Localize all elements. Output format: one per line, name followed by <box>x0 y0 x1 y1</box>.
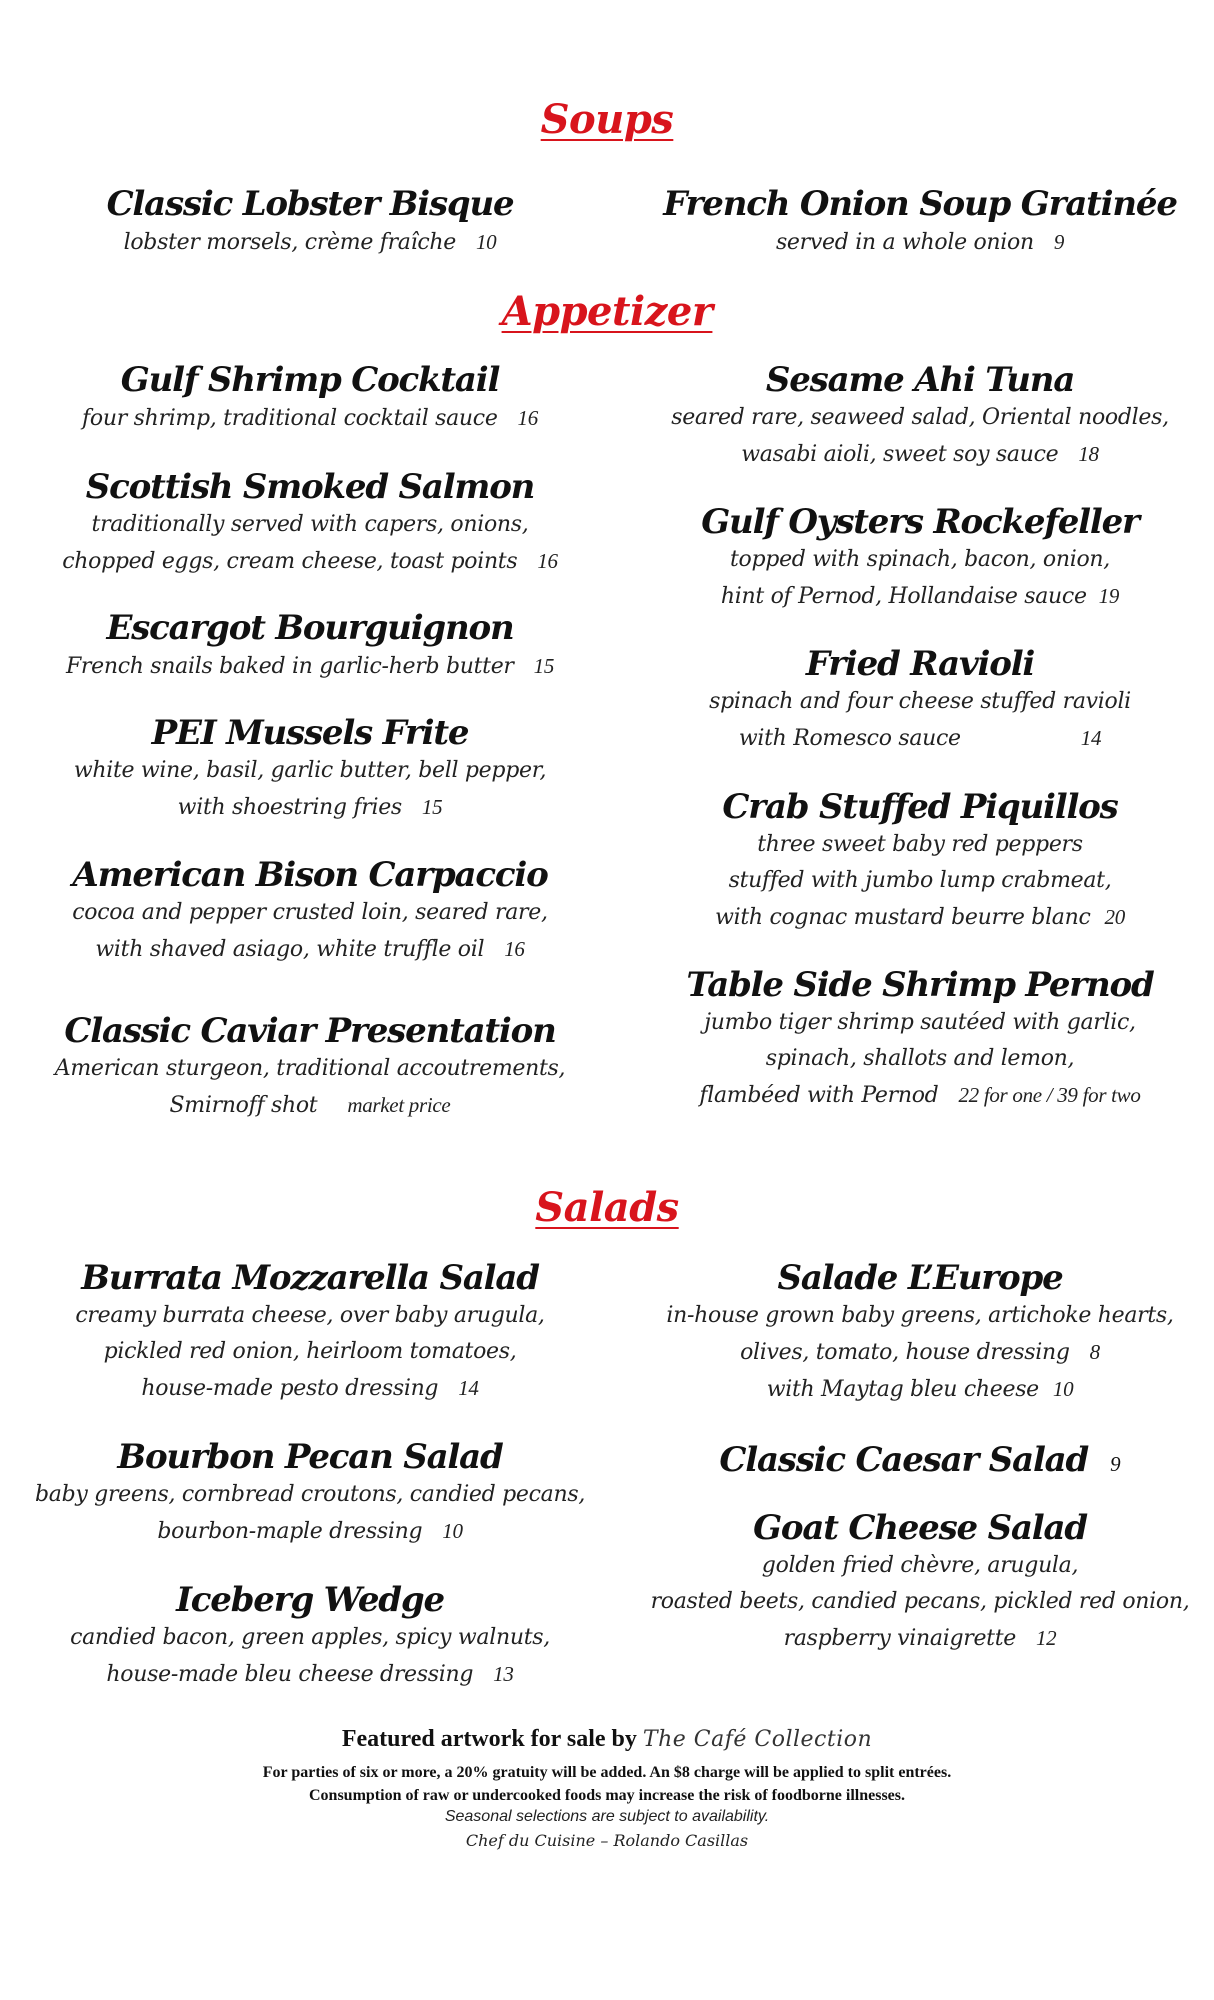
item-price: 16 <box>517 406 538 430</box>
item-price: 20 <box>1104 905 1125 929</box>
item-description <box>640 224 1200 261</box>
item-description <box>30 1051 590 1124</box>
item-price: 15 <box>421 795 443 819</box>
item-name: Iceberg Wedge <box>176 1580 444 1620</box>
desc-line: traditionally served with capers, onions, <box>91 512 529 537</box>
seasonal-note: Seasonal selections are subject to availability. <box>444 1808 770 1825</box>
desc-line: four shrimp, traditional cocktail sauce <box>82 406 498 431</box>
menu-item-bison-carpaccio <box>30 855 590 968</box>
cafe-collection-logo: The Café Collection <box>642 1727 873 1752</box>
section-title-appetizer: Appetizer <box>501 288 713 335</box>
desc-line: three sweet baby red peppers <box>757 832 1083 857</box>
menu-item-burrata-salad <box>30 1258 590 1407</box>
desc-line: spinach and four cheese stuffed ravioli <box>709 689 1131 714</box>
gratuity-notice: For parties of six or more, a 20% gratuity will be added. An $8 charge will be applied to split entrées. <box>262 1764 952 1781</box>
addon-price: 10 <box>1052 1377 1074 1401</box>
menu-item-smoked-salmon <box>30 467 590 580</box>
item-price: 9 <box>1110 1452 1121 1476</box>
desc-line: in-house grown baby greens, artichoke hearts, <box>666 1303 1174 1328</box>
item-price: 9 <box>1053 230 1065 254</box>
desc-line: candied bacon, green apples, spicy walnuts, <box>70 1625 550 1650</box>
desc-line: seared rare, seaweed salad, Oriental noodles, <box>671 405 1169 430</box>
desc-line: pickled red onion, heirloom tomatoes, <box>103 1339 517 1364</box>
featured-label: Featured artwork for sale by <box>341 1726 637 1752</box>
desc-line: white wine, basil, garlic butter, bell pepper, <box>73 758 547 783</box>
desc-line: lobster morsels, crème fraîche <box>123 230 456 255</box>
item-price: 10 <box>442 1519 463 1543</box>
desc-line: wasabi aioli, sweet soy sauce <box>741 442 1059 467</box>
item-name: Classic Caviar Presentation <box>64 1011 556 1051</box>
menu-item-goat-cheese-salad <box>640 1508 1200 1657</box>
desc-line: house-made bleu cheese dressing <box>106 1662 474 1687</box>
desc-line: with Romesco sauce <box>738 726 961 751</box>
item-name: American Bison Carpaccio <box>72 855 548 895</box>
item-name: Classic Lobster Bisque <box>106 184 514 224</box>
chef-credit: Chef du Cuisine – Rolando Casillas <box>465 1831 749 1850</box>
menu-item-crab-piquillos <box>640 787 1200 936</box>
desc-line: served in a whole onion <box>775 230 1034 255</box>
menu-item-salade-leurope <box>640 1258 1200 1408</box>
item-price: 16 <box>504 937 525 961</box>
menu-item-french-onion <box>640 184 1200 261</box>
item-name: Sesame Ahi Tuna <box>765 360 1075 400</box>
desc-line: baby greens, cornbread croutons, candied pecans, <box>34 1482 586 1507</box>
menu-item-shrimp-cocktail <box>30 360 590 437</box>
item-name: Escargot Bourguignon <box>106 608 514 648</box>
menu-item-iceberg-wedge <box>30 1580 590 1693</box>
menu-item-fried-ravioli <box>640 644 1200 757</box>
item-price: 22 for one / 39 for two <box>958 1083 1141 1107</box>
item-description <box>640 684 1200 757</box>
desc-line: French snails baked in garlic-herb butter <box>65 654 514 679</box>
item-name-text: Classic Caesar Salad <box>719 1440 1089 1480</box>
desc-line: bourbon-maple dressing <box>157 1519 423 1544</box>
desc-line: with cognac mustard beurre blanc <box>715 905 1091 930</box>
item-name: Fried Ravioli <box>805 644 1035 684</box>
raw-food-warning: Consumption of raw or undercooked foods may increase the risk of foodborne illnesses. <box>308 1787 906 1804</box>
desc-line: spinach, shallots and lemon, <box>765 1046 1075 1071</box>
menu-item-bourbon-pecan-salad <box>30 1437 590 1550</box>
addon-line: with Maytag bleu cheese <box>766 1377 1039 1402</box>
menu-item-escargot <box>30 608 590 685</box>
section-title-salads: Salads <box>535 1184 679 1231</box>
desc-line: olives, tomato, house dressing <box>740 1340 1070 1365</box>
item-description <box>30 895 590 968</box>
item-description <box>640 400 1200 473</box>
desc-line: with shaved asiago, white truffle oil <box>95 937 485 962</box>
desc-line: flambéed with Pernod <box>699 1083 939 1108</box>
desc-line: American sturgeon, traditional accoutrements, <box>54 1056 566 1081</box>
section-title-soups: Soups <box>540 96 674 143</box>
item-price: 13 <box>493 1662 514 1686</box>
item-price: 16 <box>537 549 558 573</box>
item-price: 18 <box>1078 442 1099 466</box>
item-description <box>30 1298 590 1407</box>
item-name: Burrata Mozzarella Salad <box>81 1258 539 1298</box>
item-description <box>640 1005 1200 1114</box>
item-description <box>30 1620 590 1693</box>
item-name: Goat Cheese Salad <box>753 1508 1087 1548</box>
menu-item-caesar-salad <box>640 1440 1200 1484</box>
item-name: Gulf Oysters Rockefeller <box>701 502 1139 542</box>
desc-line: golden fried chèvre, arugula, <box>761 1553 1079 1578</box>
item-price: 14 <box>1080 726 1102 750</box>
item-name: Crab Stuffed Piquillos <box>722 787 1118 827</box>
desc-line: hint of Pernod, Hollandaise sauce <box>720 584 1087 609</box>
item-name: PEI Mussels Frite <box>151 713 469 753</box>
item-description <box>30 400 590 437</box>
menu-item-shrimp-pernod <box>640 965 1200 1114</box>
desc-line: creamy burrata cheese, over baby arugula, <box>75 1303 545 1328</box>
featured-artwork-line <box>0 1726 1214 1753</box>
item-price: 10 <box>475 230 497 254</box>
desc-line: stuffed with jumbo lump crabmeat, <box>728 868 1112 893</box>
item-price: 15 <box>533 654 555 678</box>
desc-line: house-made pesto dressing <box>141 1376 439 1401</box>
item-price: 8 <box>1089 1340 1100 1364</box>
item-price: 19 <box>1098 584 1120 608</box>
item-description <box>640 827 1200 936</box>
item-name: Table Side Shrimp Pernod <box>686 965 1154 1005</box>
desc-line: with shoestring fries <box>177 795 402 820</box>
menu-item-oysters-rockefeller <box>640 502 1200 615</box>
menu-item-caviar <box>30 1011 590 1124</box>
item-description <box>640 1298 1200 1408</box>
item-description <box>640 542 1200 615</box>
item-name: Bourbon Pecan Salad <box>117 1437 503 1477</box>
desc-line: topped with spinach, bacon, onion, <box>730 547 1110 572</box>
item-description <box>640 1548 1200 1657</box>
item-name: French Onion Soup Gratinée <box>663 184 1177 224</box>
desc-line: raspberry vinaigrette <box>783 1626 1016 1651</box>
item-price: 14 <box>458 1376 479 1400</box>
desc-line: chopped eggs, cream cheese, toast points <box>62 549 518 574</box>
desc-line: roasted beets, candied pecans, pickled red onion, <box>650 1589 1190 1614</box>
item-name: Scottish Smoked Salmon <box>85 467 535 507</box>
item-description <box>30 1477 590 1550</box>
item-description <box>30 224 590 261</box>
item-name: Salade L’Europe <box>777 1258 1063 1298</box>
desc-line: jumbo tiger shrimp sautéed with garlic, <box>704 1010 1136 1035</box>
desc-line: cocoa and pepper crusted loin, seared rare, <box>72 900 548 925</box>
item-description <box>30 648 590 685</box>
menu-item-mussels <box>30 713 590 826</box>
menu-item-lobster-bisque <box>30 184 590 261</box>
item-price: market price <box>347 1093 451 1117</box>
item-price: 12 <box>1035 1626 1057 1650</box>
item-name <box>640 1440 1200 1484</box>
desc-line: Smirnoff shot <box>169 1093 318 1118</box>
item-description <box>30 507 590 580</box>
item-description <box>30 753 590 826</box>
menu-item-ahi-tuna <box>640 360 1200 473</box>
item-name: Gulf Shrimp Cocktail <box>120 360 500 400</box>
